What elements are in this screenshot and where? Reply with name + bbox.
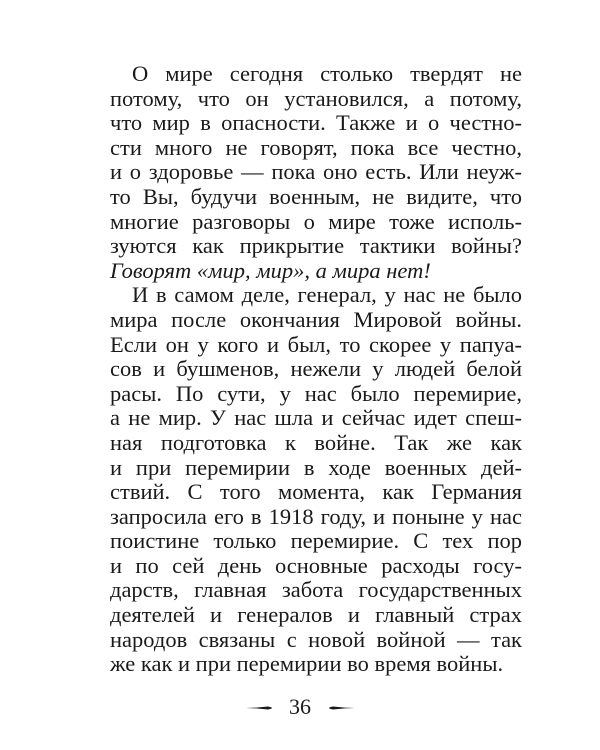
text-line: ствий. С того момента, как Германия <box>110 479 522 505</box>
text-line: то Вы, будучи военным, не видите, что <box>110 183 522 209</box>
text-line: расы. По сути, у нас было перемирие, <box>110 380 522 406</box>
text-line: О мире сегодня столько твердят не <box>132 61 522 86</box>
paragraph-1 <box>110 62 522 259</box>
text-line: сти много не говорят, пока все честно, <box>110 134 522 160</box>
paragraph-2 <box>110 283 522 677</box>
text-line: а не мир. У нас шла и сейчас идет спеш- <box>110 405 522 431</box>
text-line: и по сей день основные расходы госу- <box>110 552 522 578</box>
text-line: Если он у кого и был, то скорее у папуа- <box>110 331 522 357</box>
ornament-left-icon <box>246 706 276 710</box>
page-footer <box>0 694 600 720</box>
text-line: многие разговоры о мире тоже исполь- <box>110 208 522 234</box>
text-line: зуются как прикрытие тактики войны? <box>110 233 522 259</box>
text-line: запросила его в 1918 году, и поныне у нас <box>110 503 522 529</box>
text-line: ная подготовка к войне. Так же как <box>110 429 522 455</box>
text-line: деятелей и генералов и главный страх <box>110 602 522 628</box>
text-line: и при перемирии в ходе военных дей- <box>110 454 522 480</box>
text-line: что мир в опасности. Также и о честно- <box>110 110 522 136</box>
text-line: же как и при перемирии во время войны. <box>110 651 504 677</box>
text-line: и о здоровье — пока оно есть. Или неуж- <box>110 159 522 185</box>
page-number: 36 <box>289 694 311 719</box>
page-body <box>110 62 522 677</box>
text-line: поистине только перемирие. С тех пор <box>110 528 522 554</box>
text-line: И в самом деле, генерал, у нас не было <box>132 282 522 308</box>
text-line: мира после окончания Мировой войны. <box>110 306 522 332</box>
italic-quote-line: Говорят «мир, мир», а мира нет! <box>110 257 431 283</box>
ornament-right-icon <box>325 706 355 710</box>
text-line: народов связаны с новой войной — так <box>110 626 522 652</box>
text-line: дарств, главная забота государственных <box>110 577 522 603</box>
text-line: сов и бушменов, нежели у людей белой <box>110 356 522 382</box>
text-line: потому, что он установился, а потому, <box>110 85 522 111</box>
